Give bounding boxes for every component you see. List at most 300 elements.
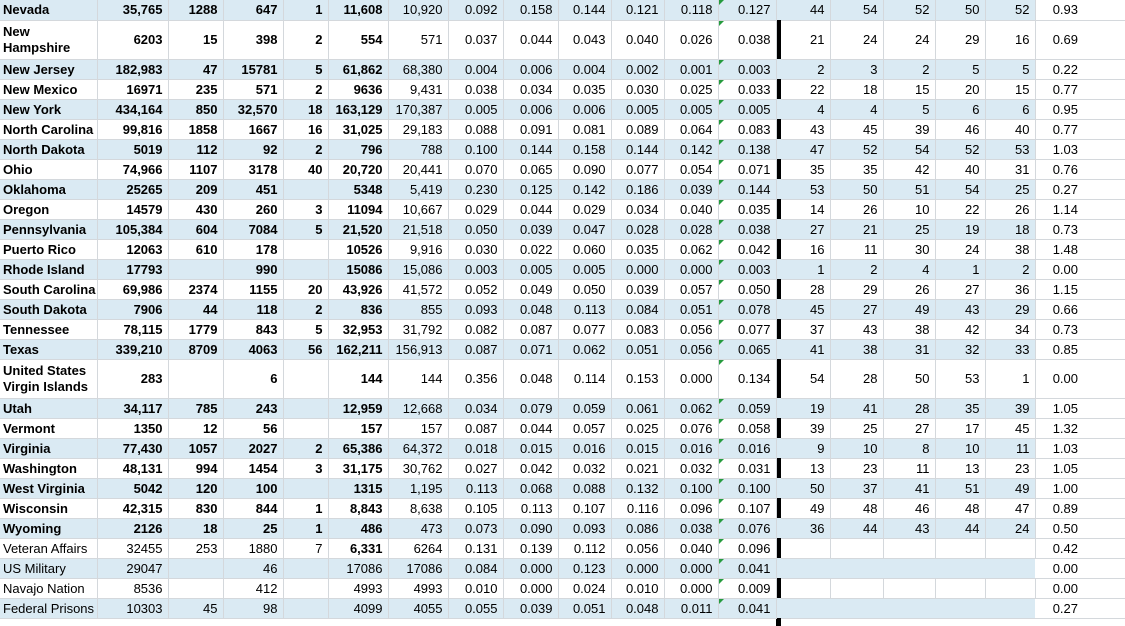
cell-value[interactable]: 0.039 [664,179,718,199]
cell-value[interactable]: 0.096 [664,498,718,518]
cell-spacer[interactable] [1083,518,1125,538]
cell-rank[interactable]: 48 [935,498,985,518]
cell-value[interactable]: 144 [328,359,388,398]
cell-value[interactable]: 0.016 [664,438,718,458]
cell-value[interactable]: 0.034 [503,79,558,99]
cell-value[interactable]: 0.091 [503,119,558,139]
cell-value[interactable]: 9636 [328,79,388,99]
cell-value[interactable]: 10,667 [388,199,448,219]
cell-rank[interactable]: 3 [830,59,883,79]
cell-ratio[interactable]: 0.66 [1035,299,1083,319]
cell-rank[interactable] [985,558,1035,578]
cell-ratio[interactable]: 0.76 [1035,159,1083,179]
cell-rank[interactable]: 19 [781,398,830,418]
cell-ratio[interactable]: 0.22 [1035,59,1083,79]
cell-rank[interactable]: 30 [883,239,935,259]
cell-spacer[interactable] [1083,438,1125,458]
cell-value[interactable]: 430 [168,199,223,219]
cell-value[interactable]: 144 [388,359,448,398]
cell-value[interactable]: 7084 [223,219,283,239]
cell-state[interactable]: Wyoming [0,518,97,538]
cell-ratio[interactable]: 0.93 [1035,0,1083,20]
cell-ratio[interactable]: 0.69 [1035,20,1083,59]
cell-ratio[interactable]: 1.05 [1035,398,1083,418]
cell-value[interactable]: 35,765 [97,0,168,20]
cell-value[interactable]: 5042 [97,478,168,498]
cell-value[interactable]: 0.050 [718,279,776,299]
cell-value[interactable]: 162,211 [328,339,388,359]
cell-value[interactable]: 0.006 [503,99,558,119]
cell-value[interactable]: 0.000 [664,359,718,398]
cell-rank[interactable]: 45 [985,418,1035,438]
cell-value[interactable]: 0.084 [611,299,664,319]
cell-value[interactable]: 0.054 [664,159,718,179]
cell-value[interactable]: 1454 [223,458,283,478]
cell-value[interactable]: 0.005 [718,99,776,119]
cell-value[interactable]: 0.005 [503,259,558,279]
cell-value[interactable]: 0.062 [558,339,611,359]
cell-value[interactable]: 0.076 [718,518,776,538]
cell-value[interactable]: 0.022 [503,239,558,259]
cell-value[interactable]: 42,315 [97,498,168,518]
cell-value[interactable]: 1057 [168,438,223,458]
cell-value[interactable]: 0.049 [503,279,558,299]
cell-value[interactable]: 0.040 [664,538,718,558]
cell-state[interactable]: North Dakota [0,139,97,159]
cell-rank[interactable]: 54 [830,0,883,20]
cell-rank[interactable]: 52 [883,0,935,20]
cell-value[interactable]: 31,175 [328,458,388,478]
cell-value[interactable]: 0.029 [448,199,503,219]
cell-spacer[interactable] [1083,578,1125,598]
cell-value[interactable]: 98 [223,598,283,618]
cell-rank[interactable]: 51 [883,179,935,199]
cell-value[interactable]: 0.044 [503,20,558,59]
cell-rank[interactable]: 39 [985,398,1035,418]
cell-state[interactable]: Wisconsin [0,498,97,518]
cell-value[interactable]: 0.088 [448,119,503,139]
cell-value[interactable]: 0.081 [558,119,611,139]
cell-value[interactable]: 16 [283,119,328,139]
cell-value[interactable]: 0.028 [611,219,664,239]
cell-rank[interactable]: 24 [883,20,935,59]
cell-value[interactable]: 0.044 [503,418,558,438]
cell-value[interactable]: 283 [97,359,168,398]
cell-value[interactable]: 554 [328,20,388,59]
cell-value[interactable]: 15,086 [388,259,448,279]
cell-rank[interactable]: 13 [935,458,985,478]
cell-value[interactable]: 788 [388,139,448,159]
cell-value[interactable]: 5 [283,59,328,79]
cell-spacer[interactable] [1083,279,1125,299]
cell-value[interactable]: 0.040 [611,20,664,59]
cell-ratio[interactable]: 0.00 [1035,359,1083,398]
cell-value[interactable]: 339,210 [97,339,168,359]
cell-value[interactable]: 0.035 [611,239,664,259]
cell-value[interactable]: 0.030 [611,79,664,99]
cell-value[interactable]: 34,117 [97,398,168,418]
cell-value[interactable] [283,398,328,418]
cell-spacer[interactable] [1083,478,1125,498]
cell-value[interactable]: 0.006 [503,59,558,79]
cell-value[interactable]: 2 [283,438,328,458]
cell-value[interactable] [283,418,328,438]
cell-value[interactable]: 68,380 [388,59,448,79]
cell-rank[interactable]: 4 [830,99,883,119]
cell-state[interactable]: Texas [0,339,97,359]
cell-rank[interactable]: 44 [935,518,985,538]
cell-value[interactable]: 0.048 [503,359,558,398]
cell-rank[interactable]: 29 [830,279,883,299]
cell-rank[interactable]: 38 [985,239,1035,259]
cell-value[interactable]: 0.127 [718,0,776,20]
cell-rank[interactable]: 51 [935,478,985,498]
cell-value[interactable]: 0.039 [503,219,558,239]
cell-value[interactable]: 65,386 [328,438,388,458]
cell-value[interactable]: 32,570 [223,99,283,119]
cell-spacer[interactable] [1083,219,1125,239]
cell-value[interactable] [168,259,223,279]
cell-value[interactable]: 0.047 [558,219,611,239]
cell-state[interactable]: Utah [0,398,97,418]
cell-rank[interactable]: 6 [985,99,1035,119]
cell-rank[interactable]: 22 [781,79,830,99]
cell-value[interactable]: 156,913 [388,339,448,359]
cell-value[interactable]: 0.041 [718,598,776,618]
cell-rank[interactable]: 22 [935,199,985,219]
cell-rank[interactable] [830,538,883,558]
cell-value[interactable]: 14579 [97,199,168,219]
cell-value[interactable]: 0.125 [503,179,558,199]
cell-value[interactable]: 11094 [328,199,388,219]
cell-value[interactable]: 8709 [168,339,223,359]
cell-rank[interactable]: 24 [830,20,883,59]
cell-value[interactable]: 0.003 [718,259,776,279]
cell-rank[interactable]: 21 [781,20,830,59]
cell-value[interactable]: 990 [223,259,283,279]
cell-value[interactable]: 0.142 [664,139,718,159]
cell-value[interactable]: 2126 [97,518,168,538]
cell-rank[interactable] [883,578,935,598]
cell-value[interactable]: 0.139 [503,538,558,558]
cell-value[interactable]: 0.079 [503,398,558,418]
cell-value[interactable]: 0.056 [611,538,664,558]
cell-rank[interactable]: 42 [883,159,935,179]
cell-value[interactable] [283,359,328,398]
cell-rank[interactable]: 10 [935,438,985,458]
cell-value[interactable]: 74,966 [97,159,168,179]
cell-value[interactable]: 0.025 [664,79,718,99]
cell-value[interactable]: 0.009 [718,578,776,598]
cell-rank[interactable]: 50 [781,478,830,498]
cell-rank[interactable]: 50 [883,359,935,398]
cell-value[interactable]: 8,843 [328,498,388,518]
cell-value[interactable]: 412 [223,578,283,598]
cell-value[interactable]: 0.035 [718,199,776,219]
cell-value[interactable]: 473 [388,518,448,538]
cell-value[interactable]: 0.073 [448,518,503,538]
cell-value[interactable]: 0.123 [558,558,611,578]
cell-value[interactable]: 0.051 [558,598,611,618]
cell-rank[interactable]: 25 [985,179,1035,199]
cell-rank[interactable]: 28 [781,279,830,299]
cell-state[interactable]: South Dakota [0,299,97,319]
cell-value[interactable]: 0.071 [718,159,776,179]
cell-rank[interactable]: 48 [830,498,883,518]
cell-rank[interactable]: 11 [830,239,883,259]
cell-rank[interactable]: 43 [935,299,985,319]
cell-value[interactable]: 0.144 [503,139,558,159]
cell-value[interactable]: 0.062 [664,239,718,259]
cell-value[interactable]: 0.042 [503,458,558,478]
cell-rank[interactable]: 21 [830,219,883,239]
cell-state[interactable]: New Jersey [0,59,97,79]
cell-rank[interactable]: 17 [935,418,985,438]
cell-spacer[interactable] [1083,159,1125,179]
cell-rank[interactable]: 13 [781,458,830,478]
cell-value[interactable]: 0.144 [718,179,776,199]
cell-rank[interactable]: 15 [883,79,935,99]
cell-rank[interactable]: 39 [781,418,830,438]
cell-rank[interactable]: 47 [781,139,830,159]
cell-state[interactable]: US Military [0,558,97,578]
cell-value[interactable]: 836 [328,299,388,319]
cell-rank[interactable]: 5 [883,99,935,119]
cell-value[interactable]: 0.158 [503,0,558,20]
cell-value[interactable]: 451 [223,179,283,199]
cell-rank[interactable]: 40 [985,119,1035,139]
cell-value[interactable]: 0.087 [448,339,503,359]
cell-value[interactable]: 0.158 [558,139,611,159]
cell-value[interactable]: 0.153 [611,359,664,398]
cell-ratio[interactable]: 0.27 [1035,179,1083,199]
cell-value[interactable] [283,578,328,598]
cell-value[interactable]: 0.058 [718,418,776,438]
cell-ratio[interactable]: 1.03 [1035,139,1083,159]
cell-value[interactable]: 21,520 [328,219,388,239]
cell-value[interactable]: 0.039 [503,598,558,618]
cell-rank[interactable]: 26 [883,279,935,299]
cell-value[interactable]: 253 [168,538,223,558]
cell-value[interactable]: 0.000 [664,578,718,598]
cell-rank[interactable]: 39 [883,119,935,139]
cell-value[interactable]: 0.107 [558,498,611,518]
cell-ratio[interactable]: 1.00 [1035,478,1083,498]
cell-rank[interactable]: 31 [883,339,935,359]
cell-ratio[interactable]: 0.73 [1035,319,1083,339]
cell-value[interactable]: 112 [168,139,223,159]
cell-value[interactable]: 0.015 [611,438,664,458]
cell-ratio[interactable]: 0.42 [1035,538,1083,558]
cell-value[interactable]: 0.078 [718,299,776,319]
cell-rank[interactable] [830,598,883,618]
cell-state[interactable]: Nevada [0,0,97,20]
cell-value[interactable]: 0.100 [664,478,718,498]
cell-rank[interactable]: 19 [935,219,985,239]
cell-rank[interactable]: 35 [781,159,830,179]
cell-rank[interactable]: 34 [985,319,1035,339]
cell-value[interactable]: 5348 [328,179,388,199]
cell-rank[interactable]: 45 [781,299,830,319]
cell-rank[interactable]: 24 [985,518,1035,538]
cell-value[interactable]: 10,920 [388,0,448,20]
cell-ratio[interactable]: 0.95 [1035,99,1083,119]
cell-rank[interactable]: 25 [883,219,935,239]
cell-rank[interactable]: 46 [935,119,985,139]
cell-value[interactable]: 0.032 [664,458,718,478]
cell-value[interactable]: 1858 [168,119,223,139]
cell-value[interactable]: 0.056 [664,319,718,339]
cell-rank[interactable]: 53 [935,359,985,398]
cell-rank[interactable]: 4 [883,259,935,279]
cell-value[interactable]: 100 [223,478,283,498]
cell-rank[interactable]: 33 [985,339,1035,359]
cell-value[interactable]: 0.033 [718,79,776,99]
cell-rank[interactable] [830,558,883,578]
cell-value[interactable]: 0.041 [718,558,776,578]
cell-value[interactable]: 29,183 [388,119,448,139]
cell-value[interactable] [168,558,223,578]
cell-rank[interactable]: 47 [985,498,1035,518]
cell-value[interactable] [283,598,328,618]
cell-value[interactable]: 0.084 [448,558,503,578]
cell-rank[interactable] [935,578,985,598]
cell-rank[interactable]: 29 [985,299,1035,319]
cell-value[interactable]: 1350 [97,418,168,438]
cell-value[interactable]: 1315 [328,478,388,498]
cell-rank[interactable]: 27 [935,279,985,299]
cell-state[interactable]: Pennsylvania [0,219,97,239]
cell-value[interactable]: 56 [283,339,328,359]
cell-value[interactable]: 11,608 [328,0,388,20]
cell-value[interactable]: 0.028 [664,219,718,239]
cell-value[interactable]: 9,916 [388,239,448,259]
cell-value[interactable]: 0.056 [664,339,718,359]
cell-value[interactable]: 0.050 [558,279,611,299]
cell-value[interactable]: 43,926 [328,279,388,299]
cell-value[interactable]: 0.083 [718,119,776,139]
cell-rank[interactable]: 25 [830,418,883,438]
cell-value[interactable]: 2 [283,20,328,59]
cell-value[interactable]: 0.076 [664,418,718,438]
cell-value[interactable]: 48,131 [97,458,168,478]
cell-value[interactable]: 4993 [388,578,448,598]
cell-rank[interactable]: 43 [830,319,883,339]
cell-value[interactable]: 0.016 [558,438,611,458]
cell-value[interactable]: 21,518 [388,219,448,239]
cell-value[interactable]: 0.006 [558,99,611,119]
cell-value[interactable]: 0.057 [664,279,718,299]
cell-state[interactable]: New Mexico [0,79,97,99]
cell-value[interactable]: 571 [388,20,448,59]
cell-value[interactable]: 69,986 [97,279,168,299]
cell-value[interactable]: 0.034 [448,398,503,418]
cell-value[interactable]: 0.030 [448,239,503,259]
cell-rank[interactable]: 41 [781,339,830,359]
cell-spacer[interactable] [1083,239,1125,259]
cell-value[interactable]: 0.039 [611,279,664,299]
cell-value[interactable]: 235 [168,79,223,99]
cell-value[interactable]: 178 [223,239,283,259]
cell-value[interactable]: 17086 [388,558,448,578]
cell-value[interactable]: 0.051 [664,299,718,319]
cell-spacer[interactable] [1083,458,1125,478]
cell-value[interactable]: 0.034 [611,199,664,219]
cell-rank[interactable]: 54 [935,179,985,199]
cell-spacer[interactable] [1083,99,1125,119]
cell-rank[interactable]: 49 [883,299,935,319]
cell-value[interactable]: 46 [223,558,283,578]
cell-value[interactable]: 4099 [328,598,388,618]
cell-rank[interactable]: 35 [935,398,985,418]
cell-spacer[interactable] [1083,0,1125,20]
cell-value[interactable]: 434,164 [97,99,168,119]
cell-value[interactable] [283,558,328,578]
cell-value[interactable]: 0.089 [611,119,664,139]
cell-state[interactable]: Tennessee [0,319,97,339]
cell-ratio[interactable]: 0.00 [1035,558,1083,578]
cell-value[interactable]: 0.113 [558,299,611,319]
cell-value[interactable]: 25265 [97,179,168,199]
cell-value[interactable]: 17086 [328,558,388,578]
cell-value[interactable]: 5 [283,219,328,239]
cell-rank[interactable]: 23 [830,458,883,478]
cell-ratio[interactable]: 0.77 [1035,79,1083,99]
cell-value[interactable]: 0.004 [448,59,503,79]
cell-rank[interactable]: 8 [883,438,935,458]
cell-rank[interactable] [935,558,985,578]
cell-value[interactable]: 45 [168,598,223,618]
cell-rank[interactable]: 44 [781,0,830,20]
cell-spacer[interactable] [1083,59,1125,79]
cell-rank[interactable]: 45 [830,119,883,139]
cell-rank[interactable] [985,538,1035,558]
cell-value[interactable]: 0.100 [718,478,776,498]
cell-value[interactable]: 0.068 [503,478,558,498]
cell-value[interactable] [283,259,328,279]
cell-value[interactable]: 3178 [223,159,283,179]
cell-value[interactable]: 10303 [97,598,168,618]
cell-value[interactable]: 92 [223,139,283,159]
cell-rank[interactable] [781,558,830,578]
cell-value[interactable]: 18 [168,518,223,538]
cell-value[interactable]: 20,441 [388,159,448,179]
cell-rank[interactable]: 11 [883,458,935,478]
cell-value[interactable]: 0.082 [448,319,503,339]
cell-value[interactable]: 32455 [97,538,168,558]
cell-value[interactable]: 0.000 [664,259,718,279]
cell-value[interactable]: 6264 [388,538,448,558]
cell-value[interactable]: 15086 [328,259,388,279]
cell-value[interactable]: 0.059 [558,398,611,418]
cell-value[interactable]: 29047 [97,558,168,578]
cell-state[interactable]: Rhode Island [0,259,97,279]
cell-value[interactable]: 0.113 [503,498,558,518]
cell-value[interactable]: 0.050 [448,219,503,239]
cell-rank[interactable]: 18 [830,79,883,99]
cell-value[interactable]: 830 [168,498,223,518]
cell-spacer[interactable] [1083,339,1125,359]
cell-state[interactable]: New Hampshire [0,20,97,59]
cell-value[interactable]: 1779 [168,319,223,339]
cell-value[interactable]: 0.029 [558,199,611,219]
cell-value[interactable]: 0.055 [448,598,503,618]
cell-value[interactable]: 1667 [223,119,283,139]
cell-value[interactable]: 0.018 [448,438,503,458]
cell-value[interactable]: 31,792 [388,319,448,339]
cell-state[interactable]: Washington [0,458,97,478]
cell-value[interactable]: 1 [283,518,328,538]
